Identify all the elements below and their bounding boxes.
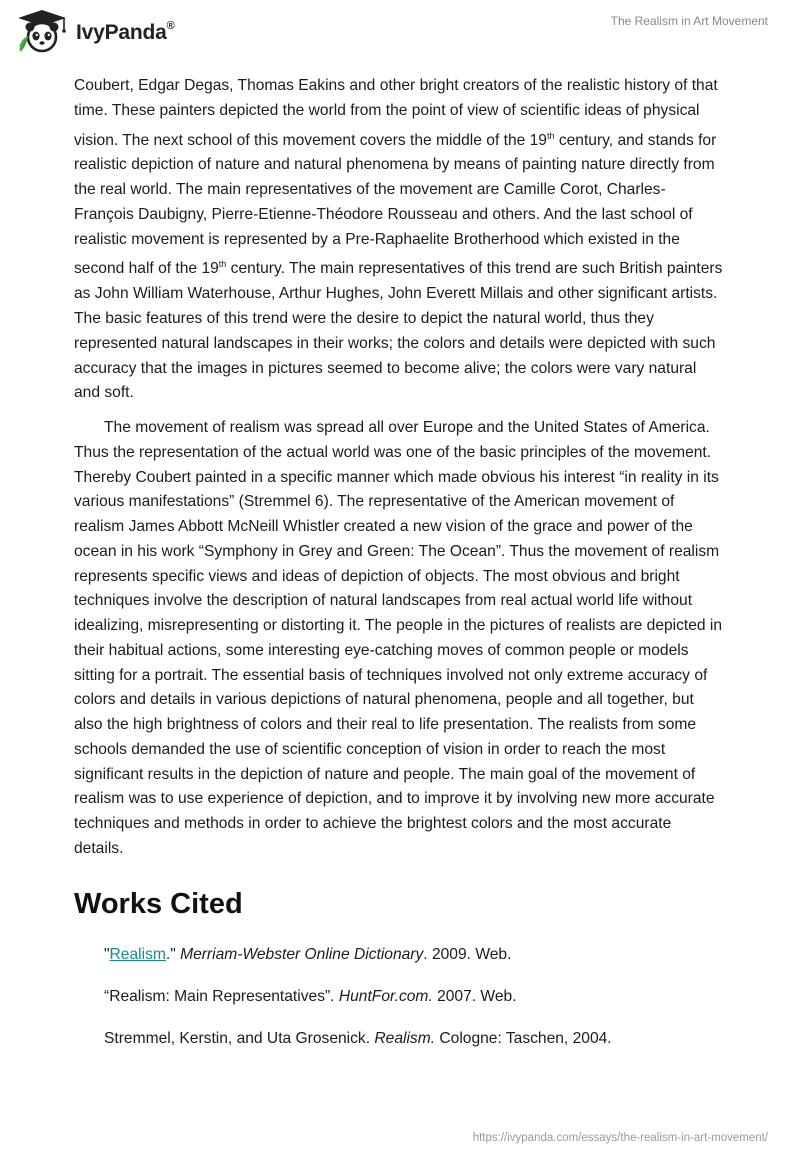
brand-name: IvyPanda — [76, 21, 167, 44]
works-cited-list — [74, 944, 724, 1050]
panda-graduate-icon — [14, 8, 70, 54]
works-cited-heading: Works Cited — [74, 887, 243, 920]
citation-1: "Realism." Merriam-Webster Online Dictionary. 2009. Web. — [104, 945, 512, 963]
paragraph-1: Coubert, Edgar Degas, Thomas Eakins and other bright creators of the realistic history of that time. These painters depicted the world from the point of view of scientific ideas of physical vision. The next school of this movement covers the middle of the 19th century, and stands for realistic depiction of nature and natural phenomena by means of painting nature directly from the real world. The main representatives of the movement are Camille Corot, Charles-François Daubigny, Pierre-Etienne-Théodore Rousseau and others. And the last school of realistic movement is represented by a Pre-Raphaelite Brotherhood which existed in the second half of the 19th century. The main representatives of this trend are such British painters as John William Waterhouse, Arthur Hughes, John Everett Millais and other significant artists. The basic features of this trend were the desire to depict the natural world, thus they represented natural landscapes in their works; the colors and details were depicted with such accuracy that the images in pictures seemed to become alive; the colors were vary natural and soft. — [74, 77, 723, 402]
document-title: The Realism in Art Movement — [610, 14, 768, 28]
registered-mark: ® — [166, 20, 175, 32]
citation-3: Stremmel, Kerstin, and Uta Grosenick. Realism. Cologne: Taschen, 2004. — [104, 1029, 612, 1047]
source-url[interactable]: https://ivypanda.com/essays/the-realism-in-art-movement/ — [472, 1132, 768, 1144]
paragraph-2: The movement of realism was spread all over Europe and the United States of America. Thus the representation of the actual world was one of the basic principles of the movement. Thereby Coubert painted in a specific manner which made obvious his interest “in reality in its various manifestations” (Stremmel 6). The representative of the American movement of realism James Abbott McNeill Whistler created a new vision of the grace and power of the ocean in his work “Symphony in Grey and Green: The Ocean”. Thus the movement of realism represents specific views and ideas of depiction of objects. The most obvious and bright techniques involve the description of natural landscapes from real actual world life without idealizing, misrepresenting or distorting it. The people in the pictures of realists are depicted in their habitual actions, some interesting eye-catching moves of common people or models sitting for a portrait. The essential basis of techniques involved not only extreme accuracy of colors and details in various depictions of natural phenomena, people and all together, but also the high brightness of colors and their real to life presentation. The realists from some schools demanded the use of scientific conception of vision in order to reach the most significant results in the depiction of nature and people. The main goal of the movement of realism was to use experience of depiction, and to improve it by involving new more accurate techniques and methods in order to achieve the brightest colors and the most accurate details. — [74, 419, 723, 857]
citation-2: “Realism: Main Representatives”. HuntFor.com. 2007. Web. — [104, 987, 517, 1005]
ivypanda-logo[interactable] — [14, 8, 175, 54]
page-header — [0, 0, 800, 70]
essay-content — [74, 74, 724, 1070]
realism-link[interactable]: Realism — [109, 945, 166, 963]
